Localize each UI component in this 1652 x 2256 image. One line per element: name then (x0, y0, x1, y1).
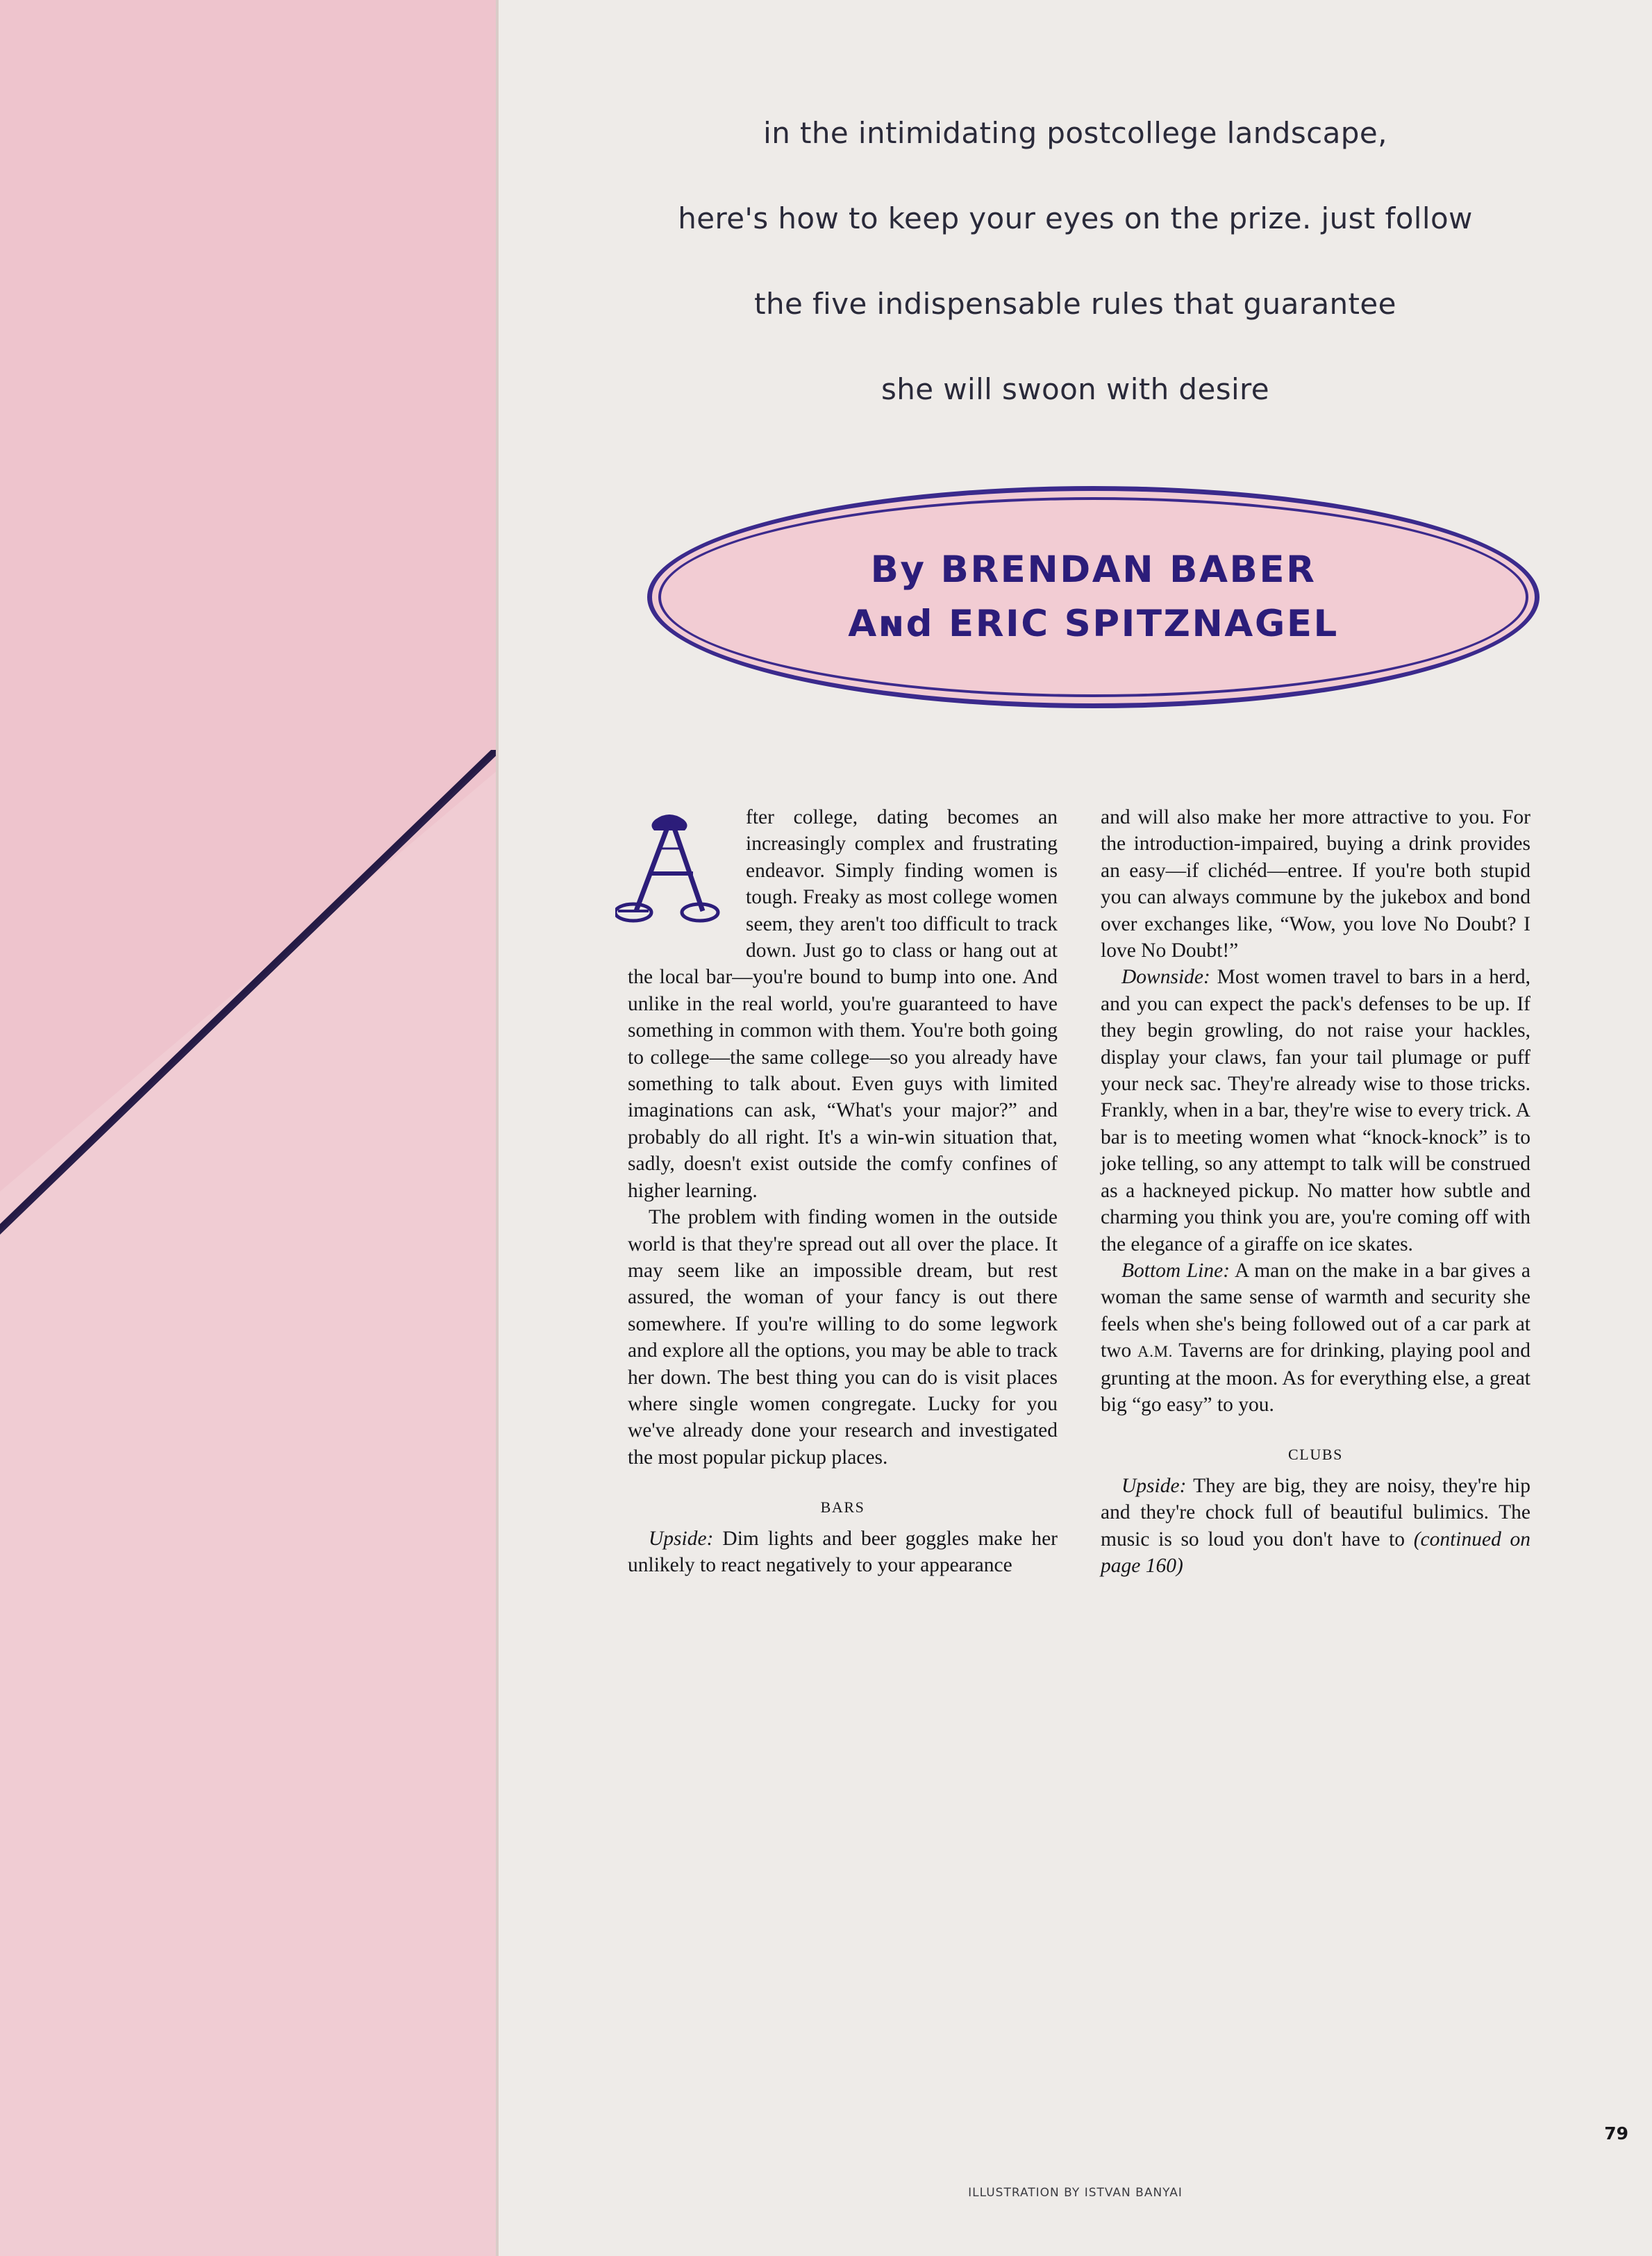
deck-line-4: she will swoon with desire (881, 372, 1270, 406)
continued-note: (continued on page 160) (1101, 1528, 1530, 1577)
article-page (499, 0, 1652, 2256)
dropcap-letter-a-icon (615, 807, 739, 939)
column-left (628, 804, 1058, 1579)
paragraph-text: They are big, they are noisy, they're hip and they're chock full of beautiful bulimics. The music is so loud you don't have to (1101, 1474, 1530, 1551)
column-right (1101, 804, 1530, 1579)
byline-line-1: By BRENDAN BABER (870, 549, 1317, 591)
byline (647, 486, 1540, 708)
paragraph-text: Most women travel to bars in a herd, and you can expect the pack's defenses to be up. If they begin growling, do not raise your hackles, display your claws, fan your tail plumage or puff your neck sac. They're already wise to those tricks. Frankly, when in a bar, they're wise to every trick. A bar is to meeting women what “knock-knock” is to joke telling, so any attempt to talk will be construed as a hackneyed pickup. No matter how subtle and charming you think you are, you're coming off with the elegance of a giraffe on ice skates. (1101, 966, 1530, 1255)
paragraph-text: Taverns are for drinking, playing pool and grunting at the moon. As for everything else, a great big “go easy” to you. (1101, 1339, 1530, 1416)
paragraph (1101, 964, 1530, 1257)
page-number: 79 (1604, 2123, 1628, 2144)
paragraph: fter college, dating becomes an increasingly complex and frustrating endeavor. Simply finding women is tough. Freaky as most college women seem, they aren't too difficult to track down. Just go to class or hang out at the local bar—you're bound to bump into one. And unlike in the real world, you're guaranteed to have something in common with them. You're both going to college—the same college—so you already have something to talk about. Even guys with limited imaginations can ask, “What's your major?” and probably do all right. It's a win-win situation that, sadly, doesn't exist outside the comfy confines of higher learning. (628, 806, 1058, 1202)
paragraph-text: Dim lights and beer goggles make her unlikely to react negatively to your appearance (628, 1527, 1058, 1576)
illustration-credit: ILLUSTRATION BY ISTVAN BANYAI (968, 2186, 1183, 2200)
label-bottom-line: Bottom Line: (1121, 1259, 1230, 1282)
deck-line-3: the five indispensable rules that guarantee (754, 287, 1396, 321)
byline-line-2: Aɴd ERIC SPITZNAGEL (848, 603, 1339, 645)
illustration-panel (0, 0, 499, 2256)
label-upside: Upside: (1121, 1474, 1187, 1497)
section-heading-bars: BARS (820, 1498, 865, 1516)
label-upside: Upside: (649, 1527, 714, 1550)
byline-text (647, 486, 1540, 708)
paragraph (628, 1526, 1058, 1579)
paragraph (1101, 1473, 1530, 1580)
article-deck (499, 90, 1652, 432)
deck-line-1: in the intimidating postcollege landscape, (763, 116, 1387, 150)
paragraph (1101, 1257, 1530, 1418)
section-heading-clubs: CLUBS (1288, 1446, 1343, 1464)
small-caps-am: A.M. (1137, 1342, 1173, 1361)
label-downside: Downside: (1121, 966, 1210, 989)
deck-line-2: here's how to keep your eyes on the prize. just follow (678, 201, 1473, 235)
paragraph: and will also make her more attractive to you. For the introduction-impaired, buying a drink provides an easy—if clichéd—entree. If you're both stupid you can always commune by the jukebox and bond over exchanges like, “Wow, you love No Doubt? I love No Doubt!” (1101, 806, 1530, 962)
paragraph-text: A man on the make in a bar gives a woman the same sense of warmth and security she feels when she's being followed out of a car park at two (1101, 1259, 1530, 1362)
article-body (628, 804, 1530, 1579)
dropcap-illustration (615, 807, 739, 939)
paragraph: The problem with finding women in the outside world is that they're spread out all over the place. It may seem like an impossible dream, but rest assured, the woman of your fancy is out there somewhere. If you're willing to do some legwork and explore all the options, you may be able to track her down. The best thing you can do is visit places where single women congregate. Lucky for you we've already done your research and investigated the most popular pickup places. (628, 1206, 1058, 1469)
